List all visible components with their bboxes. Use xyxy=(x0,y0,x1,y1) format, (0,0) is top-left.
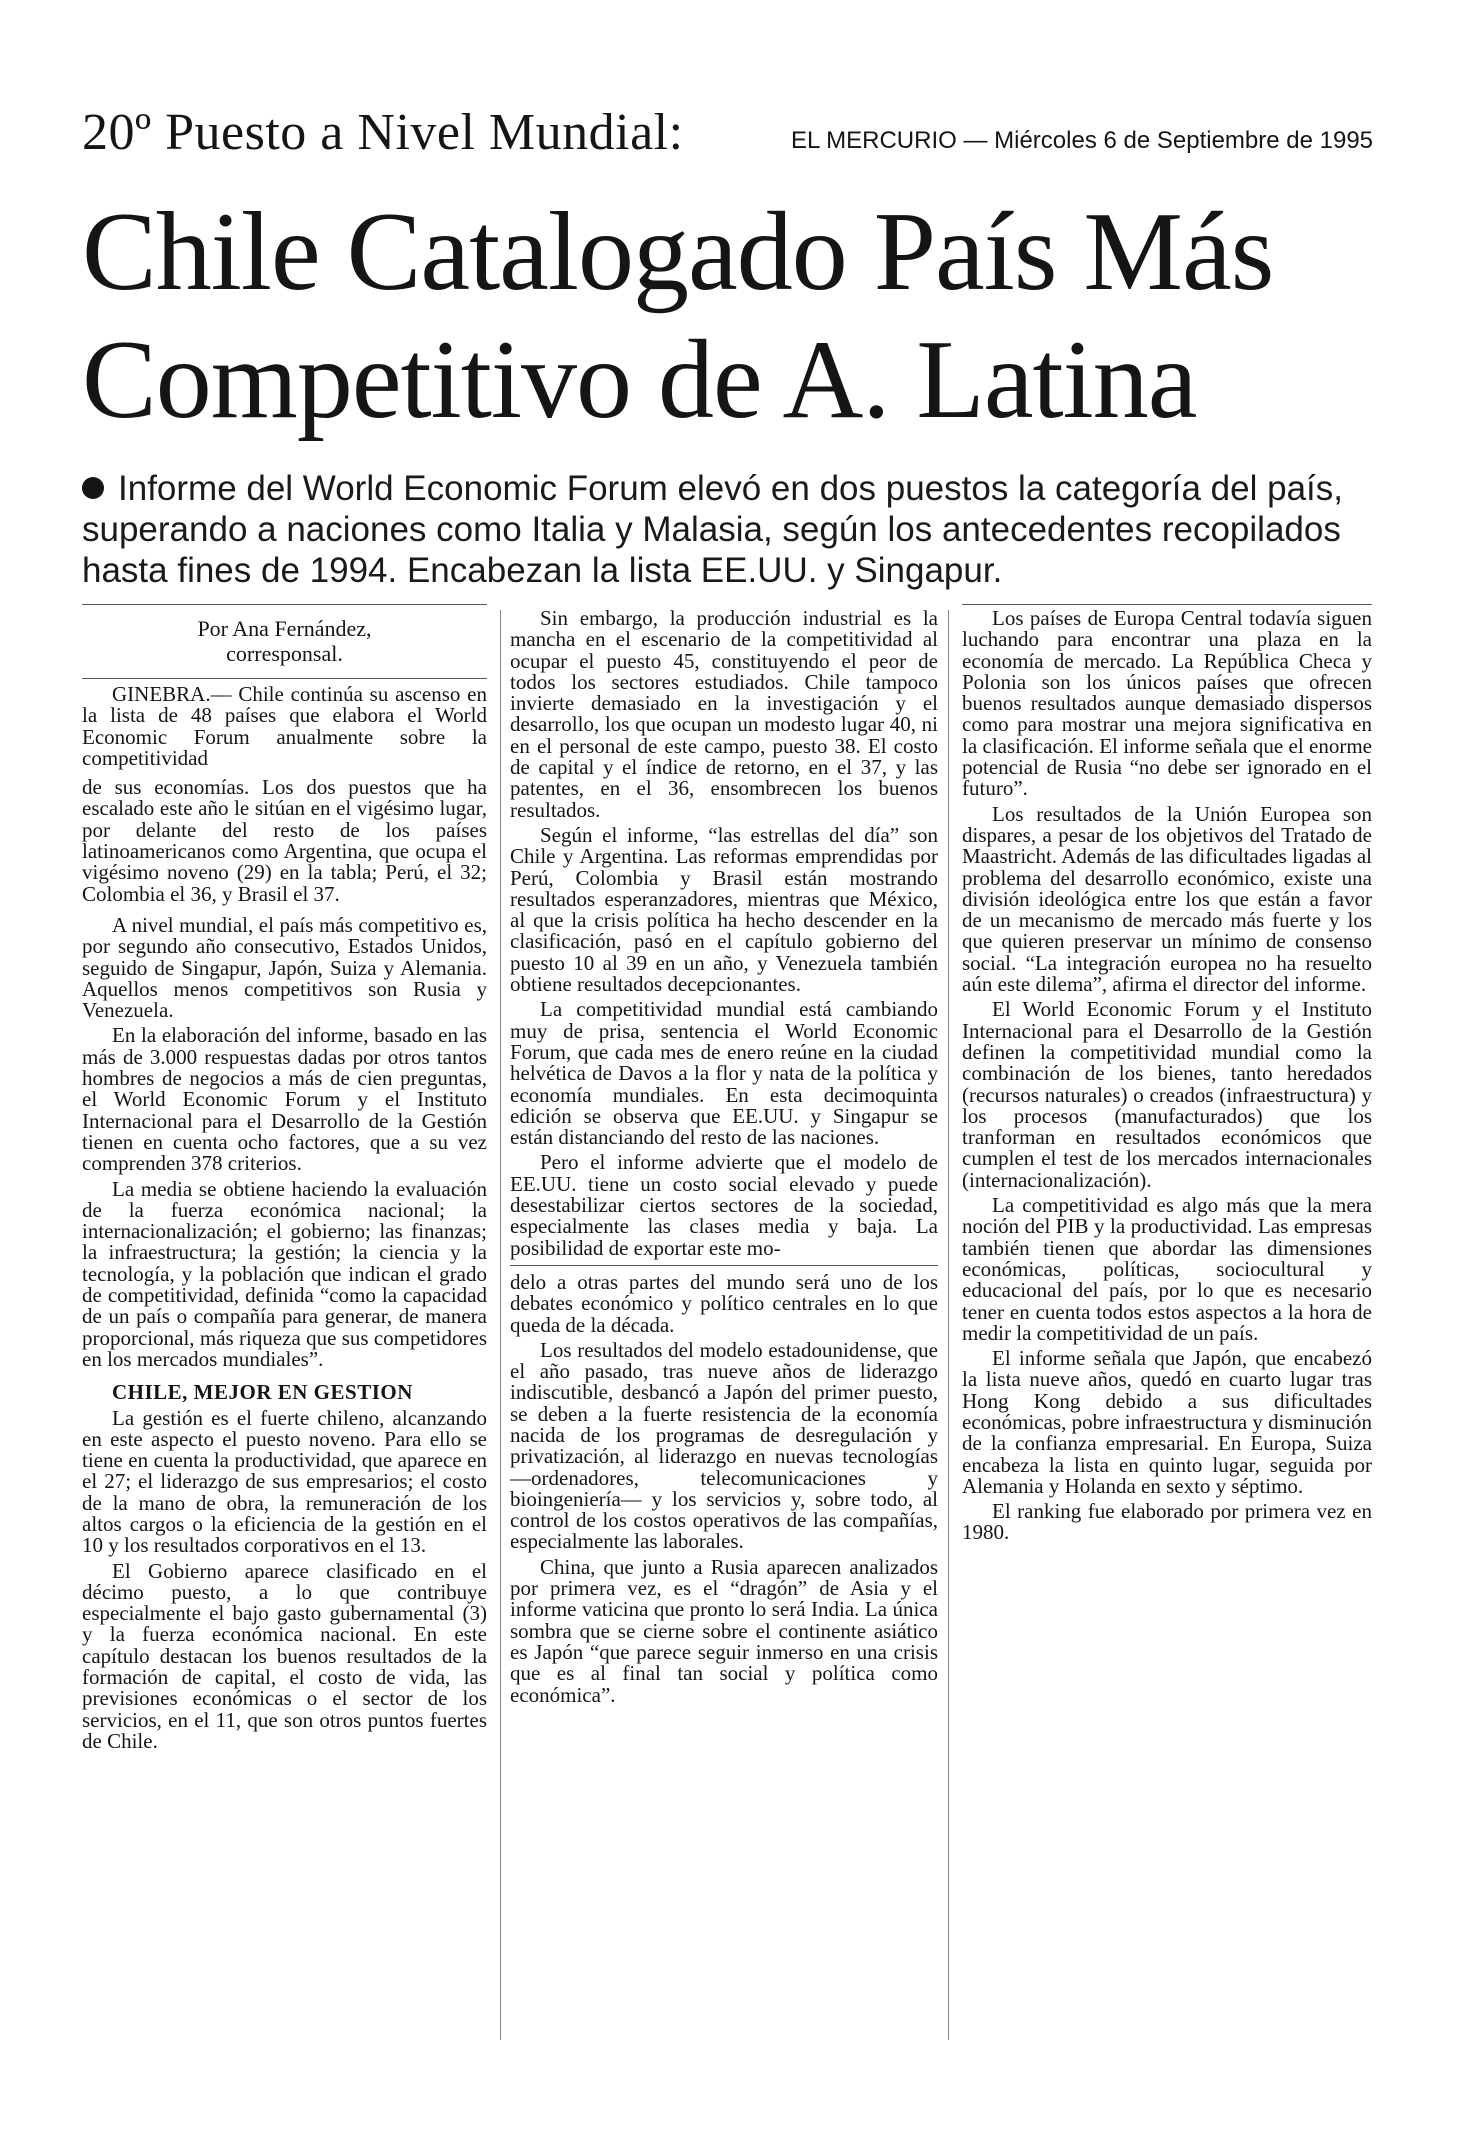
paragraph: Los resultados de la Unión Europea son dispares, a pesar de los objetivos del Tratado de Maastricht. Además de las dificultades ligadas al problema del desarrollo económico, existe una división ideológica entre los que están a favor de un mecanismo de mercado más fuerte y los que quieren preservar un mínimo de consenso social. “La integración europea no ha resuelto aún este dilema”, afirma el director del informe. xyxy=(962,801,1372,997)
column-rule-1 xyxy=(500,610,501,2040)
paragraph: La gestión es el fuerte chileno, alcanzando en este aspecto el puesto noveno. Para ello se tiene en cuenta la productividad, que aparece en el 27; el liderazgo de sus empresarios; el costo de la mano de obra, la remuneración de los altos cargos o la eficiencia de la gestión en el 10 y los resultados corporativos en el 13. xyxy=(82,1405,487,1558)
dateline: EL MERCURIO — Miércoles 6 de Septiembre de 1995 xyxy=(791,127,1374,154)
paragraph: El Gobierno aparece clasificado en el décimo puesto, a lo que contribuye especialmente el bajo gasto gubernamental (3) y la fuerza económica nacional. En este capítulo destacan los buenos resultados de la formación de capital, el costo de vida, las previsiones económicas o el sector de los servicios, en el 11, que son otros puntos fuertes de Chile. xyxy=(82,1558,487,1753)
paragraph: Los países de Europa Central todavía siguen luchando para encontrar una plaza en la economía de mercado. La República Checa y Polonia son los únicos países que ofrecen buenos resultados aunque demasiado dispersos como para mostrar una mejora significativa en la clasificación. El informe señala que el enorme potencial de Rusia “no debe ser ignorado en el futuro”. xyxy=(962,606,1372,801)
paragraph: El ranking fue elaborado por primera vez en 1980. xyxy=(962,1499,1372,1545)
headline-line-1: Chile Catalogado País Más xyxy=(82,190,1274,314)
deck xyxy=(82,468,1382,591)
paragraph: A nivel mundial, el país más competitivo es, por segundo año consecutivo, Estados Unidos, seguido de Singapur, Japón, Suiza y Alemania. Aquellos menos competitivos son Rusia y Venezuela. xyxy=(82,912,487,1023)
column-2 xyxy=(510,608,938,1710)
paragraph: Según el informe, “las estrellas del día” son Chile y Argentina. Las reformas emprendidas por Perú, Colombia y Brasil están mostrando resultados esperanzadores, mientras que México, al que la crisis política ha hecho descender en la clasificación, pasó en el capítulo gobierno del puesto 10 al 39 en un año, y Venezuela también obtiene resultados decepcionantes. xyxy=(510,822,938,997)
paragraph: China, que junto a Rusia aparecen analizados por primera vez, es el “dragón” de Asia y el informe vaticina que pronto lo será India. La única sombra que se cierne sobre el continente asiático es Japón “que parece seguir inmerso en una crisis que es al final tan social y política como económica”. xyxy=(510,1554,938,1707)
paragraph: La competitividad mundial está cambiando muy de prisa, sentencia el World Economic Forum, que cada mes de enero reúne en la ciudad helvética de Davos a la flor y nata de la política y economía mundiales. En esta decimoquinta edición se observa que EE.UU. y Singapur se están distanciando del resto de las naciones. xyxy=(510,997,938,1150)
paragraph: En la elaboración del informe, basado en las más de 3.000 respuestas dadas por otros tantos hombres de negocios a más de cien preguntas, el World Economic Forum y el Instituto Internacional para el Desarrollo de la Gestión tienen en cuenta ocho factores, que a su vez comprenden 378 criterios. xyxy=(82,1023,487,1176)
paragraph: delo a otras partes del mundo será uno de los debates económico y político centrales en lo que queda de la década. xyxy=(510,1269,938,1337)
paragraph: El informe señala que Japón, que encabezó la lista nueve años, quedó en cuarto lugar tras Hong Kong debido a sus dificultades económicas, pobre infraestructura y disminución de la confianza empresarial. En Europa, Suiza encabeza la lista en quinto lugar, seguida por Alemania y Holanda en sexto y séptimo. xyxy=(962,1346,1372,1498)
column-1 xyxy=(82,616,487,1756)
headline-line-2: Competitivo de A. Latina xyxy=(82,318,1197,442)
paragraph: de sus economías. Los dos puestos que ha escalado este año le sitúan en el vigésimo lugar, por delante del resto de los países latinoamericanos como Argentina, que ocupa el vigésimo noveno (29) en la tabla; Perú, el 32; Colombia el 36, y Brasil el 37. xyxy=(82,775,487,906)
divider-column-2 xyxy=(510,1265,938,1266)
column-rule-2 xyxy=(948,610,949,2040)
divider-right-top xyxy=(962,604,1372,605)
kicker: 20º Puesto a Nivel Mundial: xyxy=(82,104,684,161)
headline xyxy=(82,188,1422,444)
paragraph: Pero el informe advierte que el modelo de EE.UU. tiene un costo social elevado y puede desestabilizar ciertos sectores de la sociedad, especialmente las clases media y baja. La posibilidad de exportar este mo- xyxy=(510,1150,938,1260)
byline xyxy=(82,616,487,666)
paragraph: La competitividad es algo más que la mera noción del PIB y la productividad. Las empresas también tienen que abordar las dimensiones económicas, políticas, sociocultural y educacional del país, por lo que es necesario tener en cuenta todos estos aspectos a la hora de medir la competitividad de un país. xyxy=(962,1193,1372,1345)
paragraph: GINEBRA.— Chile continúa su ascenso en la lista de 48 países que elabora el World Economic Forum anualmente sobre la competitividad xyxy=(82,682,487,770)
paragraph: Sin embargo, la producción industrial es la mancha en el escenario de la competitividad al ocupar el puesto 45, constituyendo el peor de todos los sectores estudiados. Chile tampoco invierte demasiado en la investigación y el desarrollo, los que ocupan un modesto lugar 40, ni en el personal de este campo, puesto 38. El costo de capital y el índice de retorno, en el 37, y las patentes, en el 36, ensombrecen los buenos resultados. xyxy=(510,606,938,822)
paragraph: La media se obtiene haciendo la evaluación de la fuerza económica nacional; la internacionalización; el gobierno; las finanzas; la infraestructura; la gestión; la ciencia y la tecnología, y la población que indican el grado de competitividad, definida “como la capacidad de un país o compañía para generar, de manera proporcional, más riqueza que sus competidores en los mercados mundiales”. xyxy=(82,1176,487,1371)
deck-text: Informe del World Economic Forum elevó en dos puestos la categoría del país, superando a naciones como Italia y Malasia, según los antecedentes recopilados hasta fines de 1994. Encabezan la lista EE.UU. y Singapur. xyxy=(82,469,1343,590)
paragraph: Los resultados del modelo estadounidense, que el año pasado, tras nueve años de liderazgo indiscutible, desbancó a Japón del primer puesto, se deben a la fuerte resistencia de la economía nacida de los programas de desregulación y privatización, al liderazgo en nuevas tecnologías —ordenadores, telecomunicaciones y bioingeniería— y los servicios y, sobre todo, al control de los costos operativos de las compañías, especialmente las laborales. xyxy=(510,1337,938,1554)
byline-author: Por Ana Fernández, xyxy=(197,616,372,641)
column-3 xyxy=(962,608,1372,1548)
paragraph: El World Economic Forum y el Instituto Internacional para el Desarrollo de la Gestión definen la competitividad mundial como la combinación de los bienes, tanto heredados (recursos naturales) o creados (infraestructura) y los procesos (manufacturados) que los tranforman en resultados económicos que cumplen el test de los mercados internacionales (internacionalización). xyxy=(962,997,1372,1192)
subheading: CHILE, MEJOR EN GESTION xyxy=(112,1380,413,1405)
byline-role: corresponsal. xyxy=(226,641,343,666)
bullet-icon xyxy=(82,477,104,499)
divider-left-top xyxy=(82,604,487,605)
